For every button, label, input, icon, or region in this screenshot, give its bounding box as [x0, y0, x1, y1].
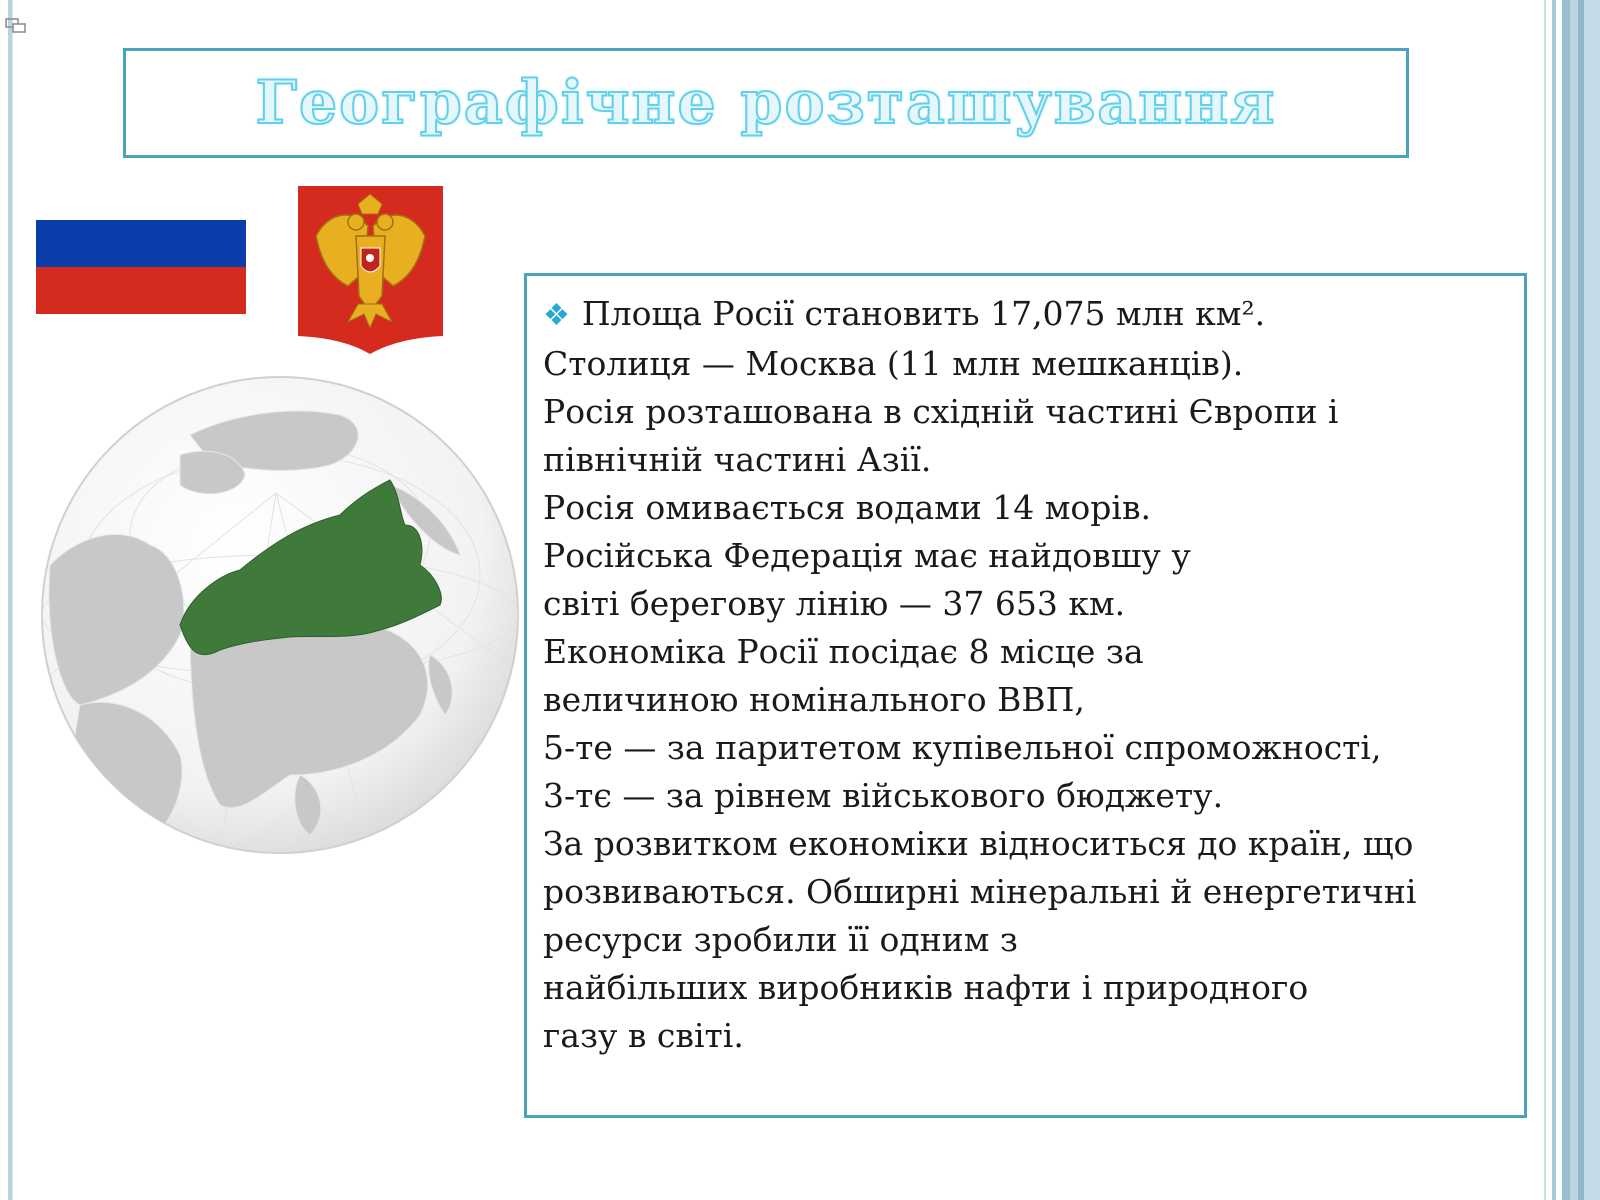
info-line: 3-тє — за рівнем військового бюджету.: [543, 776, 1224, 815]
info-line: За розвитком економіки відноситься до країн, що: [543, 824, 1414, 863]
title-box: [123, 48, 1409, 158]
info-line: північній частині Азії.: [543, 440, 932, 479]
russian-flag-image: [36, 220, 246, 314]
info-line: найбільших виробників нафти і природного: [543, 968, 1309, 1007]
info-line: Столиця — Москва (11 млн мешканців).: [543, 344, 1244, 383]
info-text-box: [524, 273, 1527, 1118]
globe-map-image: [40, 375, 520, 855]
coat-of-arms-image: [298, 186, 443, 356]
right-decorative-stripes: [1530, 0, 1600, 1200]
info-line: ❖ Площа Росії становить 17,075 млн км².: [543, 294, 1266, 333]
info-line: Економіка Росії посідає 8 місце за: [543, 632, 1144, 671]
info-line: Росія омивається водами 14 морів.: [543, 488, 1152, 527]
slide-corner-icon: [5, 18, 27, 34]
bullet-diamond-icon: ❖: [543, 298, 570, 333]
slide-title: Географічне розташування: [255, 68, 1277, 138]
left-border-rule: [8, 0, 13, 1200]
info-line: величиною номінального ВВП,: [543, 680, 1085, 719]
info-line: ресурси зробили її одним з: [543, 920, 1018, 959]
info-line: Російська Федерація має найдовшу у: [543, 536, 1191, 575]
flag-red-stripe: [36, 267, 246, 314]
info-line: 5-те — за паритетом купівельної спроможності,: [543, 728, 1382, 767]
info-line: Росія розташована в східній частині Європи і: [543, 392, 1339, 431]
info-line: газу в світі.: [543, 1016, 744, 1055]
info-line: світі берегову лінію — 37 653 км.: [543, 584, 1126, 623]
info-line: розвиваються. Обширні мінеральні й енергетичні: [543, 872, 1417, 911]
flag-blue-stripe: [36, 220, 246, 267]
